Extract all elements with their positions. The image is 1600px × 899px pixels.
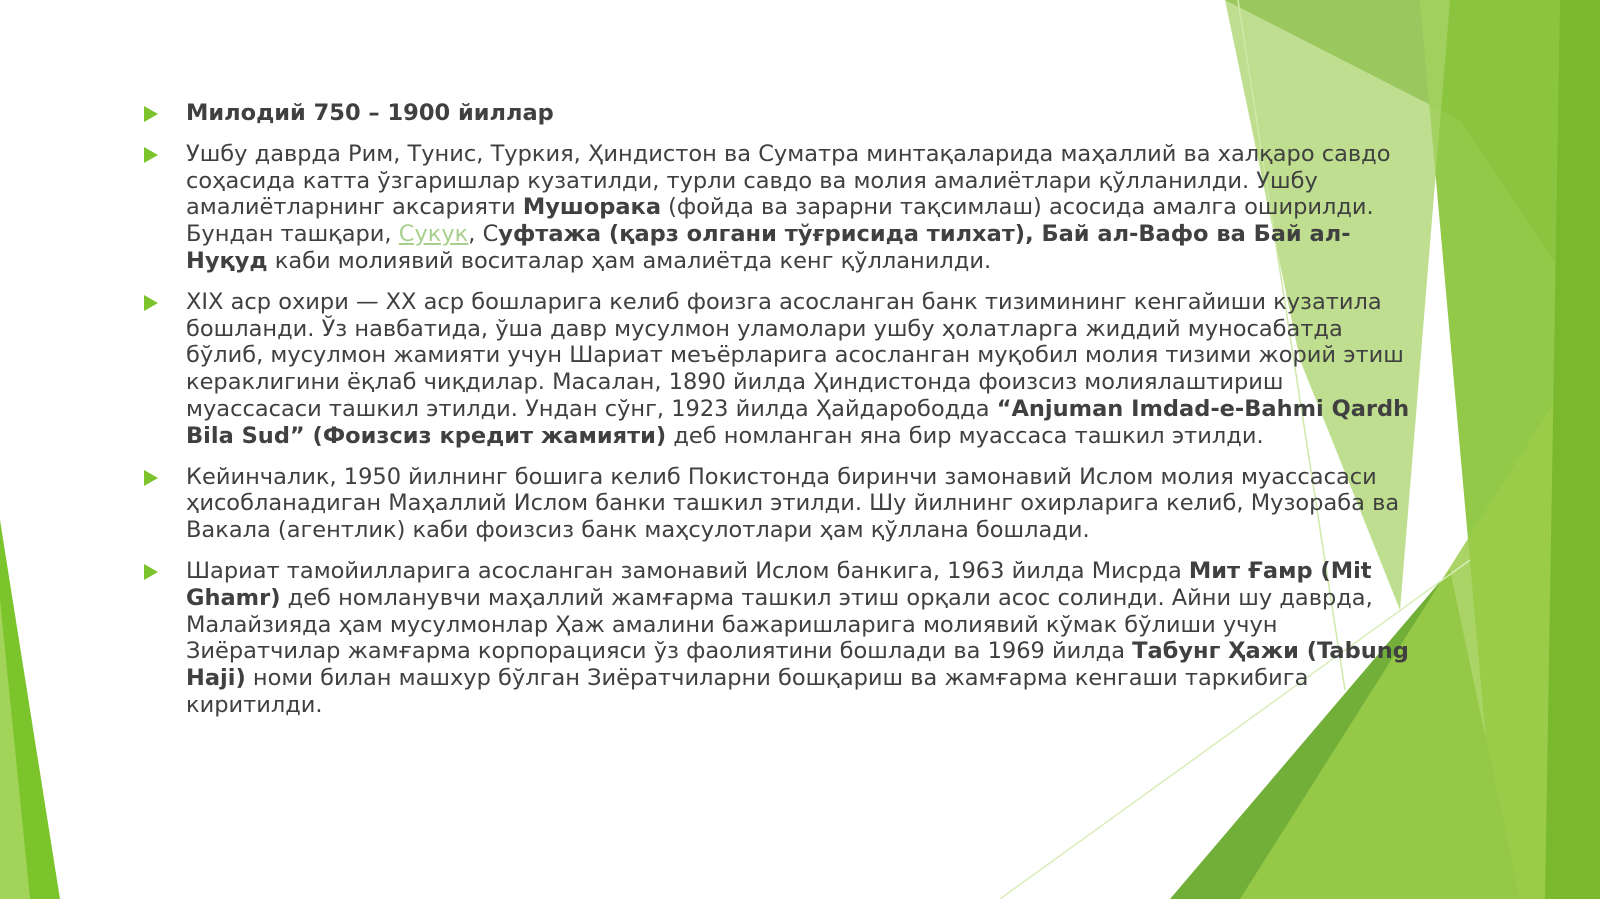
period-heading: Милодий 750 – 1900 йиллар	[186, 100, 554, 126]
bold-term: Мушорака	[522, 194, 661, 221]
bold-term: уфтажа (қарз олгани тўғрисида тилхат), Бай ал-Вафо ва Бай ал-Нуқуд	[186, 221, 1351, 274]
text-segment: Кейинчалик, 1950 йилнинг бошига келиб Покистонда биринчи замонавий Ислом молия муассасаси ҳисобланадиган Маҳаллий Ислом банки ташкил этилди. Шу йилнинг охирларига келиб, Музораба ва Вакала (агентлик) каби фоизсиз банк маҳсулотлари ҳам қўллана бошлади.	[186, 463, 1400, 544]
text-segment: деб номланган яна бир муассаса ташкил этилди.	[666, 422, 1264, 449]
text-segment: , С	[468, 221, 499, 248]
text-segment: Шариат тамойилларига асосланган замонавий Ислом банкига, 1963 йилда Мисрда	[186, 557, 1189, 584]
bullet-1963-egypt	[140, 558, 1420, 719]
bullet-heading	[140, 100, 1420, 127]
bullet-arrow-icon	[144, 147, 158, 163]
text-segment: (фойда ва зарарни тақсимлаш) асосида амалга оширилди. Бундан ташқари,	[186, 194, 1374, 248]
bullet-arrow-icon	[144, 470, 158, 486]
bold-term: Табунг Ҳажи (Tabung Haji)	[186, 638, 1409, 692]
bold-term: Мит Ғамр (Mit Ghamr)	[186, 557, 1372, 611]
bullet-xix-century	[140, 289, 1420, 450]
sukuk-link[interactable]: Сукук	[398, 221, 469, 248]
text-segment: каби молиявий воситалар ҳам амалиётда кенг қўлланилди.	[267, 247, 992, 274]
bullet-arrow-icon	[144, 106, 158, 122]
bullet-arrow-icon	[144, 564, 158, 580]
text-segment: Ушбу даврда Рим, Тунис, Туркия, Ҳиндистон ва Суматра минтақаларида маҳаллий ва халқаро савдо соҳасида катта ўзгаришлар кузатилди, турли савдо ва молия амалиётлари қўлланилди. Ушбу амалиётларнинг аксарияти	[186, 140, 1391, 221]
slide-content	[140, 100, 1420, 733]
text-segment: номи билан машхур бўлган Зиёратчиларни бошқариш ва жамғарма кенгаши таркибига киритилди.	[186, 665, 1309, 718]
bullet-1950-pakistan	[140, 464, 1420, 544]
bullet-trade-practices	[140, 141, 1420, 275]
text-segment: деб номланувчи маҳаллий жамғарма ташкил этиш орқали асос солинди. Айни шу даврда, Малайзияда ҳам мусулмонлар Ҳаж амалини бажаришларига молиявий кўмак бўлиши учун Зиёратчилар жамғарма корпорацияси ўз фаолиятини бошлади ва 1969 йилда	[186, 584, 1373, 665]
bullet-arrow-icon	[144, 295, 158, 311]
bold-term: “Anjuman Imdad-e-Bahmi Qardh Bila Sud” (Фоизсиз кредит жамияти)	[186, 395, 1410, 449]
text-segment: XIX аср охири — XX аср бошларига келиб фоизга асосланган банк тизимининг кенгайиши кузатила бошланди. Ўз навбатида, ўша давр мусулмон уламолари ушбу ҳолатларга жиддий муносабатда бўлиб, мусулмон жамияти учун Шариат меъёрларига асосланган муқобил молия тизими жорий этиш кераклигини ёқлаб чиқдилар. Масалан, 1890 йилда Ҳиндистонда фоизсиз молиялаштириш муассасаси ташкил этилди. Ундан сўнг, 1923 йилда Ҳайдарободда	[186, 288, 1404, 422]
